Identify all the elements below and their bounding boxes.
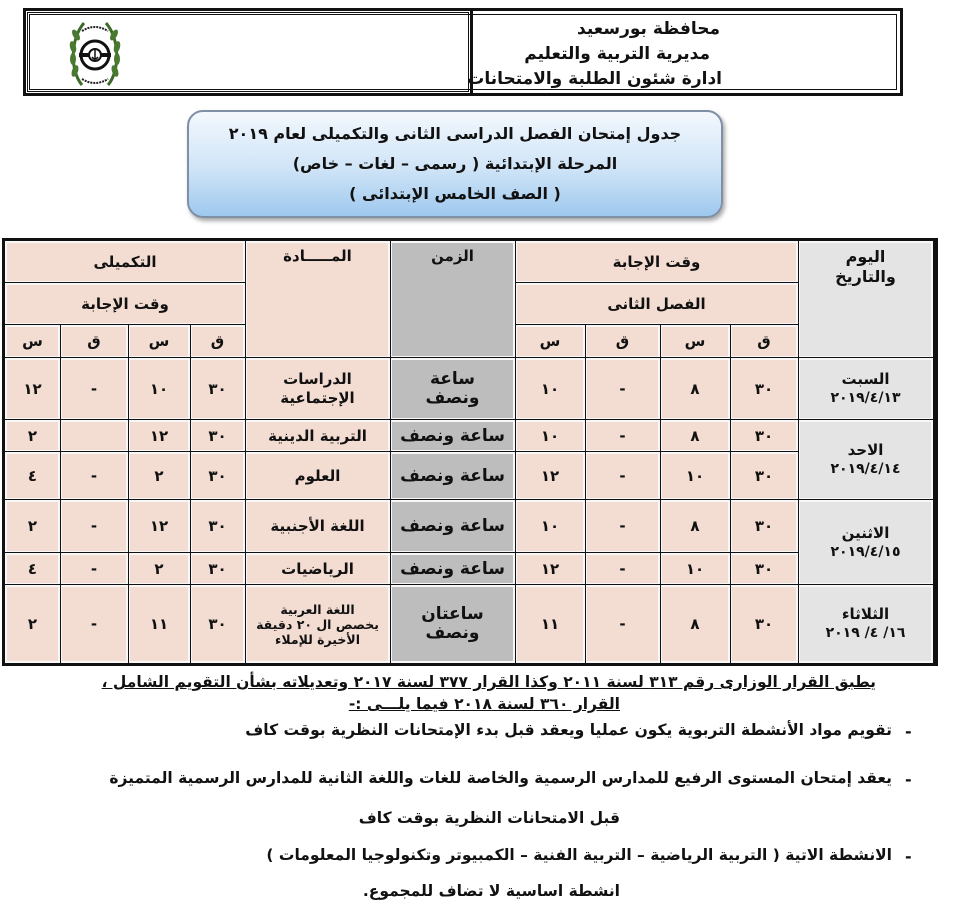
time-value: ٨: [690, 379, 700, 398]
header-term-minute-1: ق: [730, 325, 798, 358]
cell-duration: [390, 553, 515, 585]
time-value: ٣٠: [208, 379, 227, 398]
subject-name: التربية الدينية: [268, 426, 367, 445]
day-cell: [798, 500, 933, 585]
exam-schedule-table: [2, 238, 938, 666]
time-value: -: [90, 517, 98, 535]
cell-subject: [245, 500, 390, 553]
note-item-2-line-2: قبل الامتحانات النظرية بوقت كاف: [358, 809, 620, 827]
time-value: ٣٠: [754, 614, 774, 633]
cell-mk-min: [190, 500, 245, 553]
cell-subject: [245, 553, 390, 585]
time-value: ٣٠: [754, 379, 774, 398]
day-name: الثلاثاء: [841, 605, 890, 623]
cell-mk-min: [190, 452, 245, 500]
header-subject: المـــــادة: [245, 241, 390, 358]
day-cell: [798, 358, 933, 420]
bullet-marker: -: [905, 722, 912, 741]
note-item-1: تقويم مواد الأنشطة التربوية يكون عمليا ويعقد قبل بدء الإمتحانات النظرية بوقت كاف: [245, 721, 892, 739]
cell-mk-min: [190, 585, 245, 663]
header-makeup-answer-time: وقت الإجابة: [5, 283, 245, 325]
cell-mk-min: [190, 553, 245, 585]
time-value: ٢: [27, 614, 38, 633]
cell-mk-min2: [60, 420, 128, 452]
day-name: السبت: [841, 370, 890, 388]
time-value: -: [619, 559, 626, 578]
cell-mk-hour: [128, 420, 190, 452]
cell-term-min2: [585, 452, 660, 500]
time-value: ١٠: [540, 379, 560, 398]
title-line-1: جدول إمتحان الفصل الدراسى الثانى والتكميلى لعام ٢٠١٩: [228, 124, 682, 143]
time-value: ١٠: [685, 466, 705, 485]
cell-duration: [390, 500, 515, 553]
cell-term-hour: [660, 500, 730, 553]
cell-term-min: [730, 452, 798, 500]
header-makeup-minute-1: ق: [190, 325, 245, 358]
cell-duration: [390, 358, 515, 420]
cell-mk-min2: [60, 585, 128, 663]
duration-value: ساعة ونصف: [400, 465, 505, 486]
time-value: ٨: [690, 614, 700, 633]
title-box: [187, 110, 723, 218]
cell-term-hour: [660, 585, 730, 663]
cell-mk-hour2: [5, 358, 60, 420]
header-day-date: [798, 241, 933, 358]
time-value: ٨: [690, 517, 700, 535]
cell-term-min2: [585, 553, 660, 585]
cell-mk-min2: [60, 553, 128, 585]
time-value: ١٢: [540, 466, 560, 485]
cell-term-min: [730, 358, 798, 420]
time-value: -: [90, 614, 98, 633]
time-value: ١٢: [540, 559, 560, 578]
header-answer-time: وقت الإجابة: [515, 241, 798, 283]
cell-mk-min2: [60, 358, 128, 420]
time-value: ٢: [27, 426, 38, 445]
cell-term-min: [730, 420, 798, 452]
bullet-marker: -: [905, 770, 912, 789]
cell-subject: [245, 452, 390, 500]
subject-name: اللغة الأجنبية: [270, 517, 365, 535]
header-duration: الزمن: [390, 241, 515, 358]
time-value: ٢: [154, 466, 164, 485]
bullet-marker: -: [905, 847, 912, 866]
cell-mk-min: [190, 420, 245, 452]
cell-term-hour2: [515, 420, 585, 452]
header-makeup-hour-2: س: [5, 325, 60, 358]
header-governorate: محافظة بورسعيد: [577, 19, 720, 39]
cell-term-hour2: [515, 452, 585, 500]
time-value: -: [619, 517, 626, 535]
header-department: ادارة شئون الطلبة والامتحانات: [467, 69, 722, 89]
cell-mk-hour: [128, 500, 190, 553]
cell-term-hour: [660, 452, 730, 500]
time-value: ٢: [154, 559, 164, 578]
decree-line-2: القرار ٣٦٠ لسنة ٢٠١٨ فيما يلـــى :-: [348, 695, 620, 713]
header-term-hour-2: س: [515, 325, 585, 358]
cell-term-hour: [660, 420, 730, 452]
day-date: ١٦/ ٤/ ٢٠١٩: [825, 625, 906, 641]
time-value: -: [619, 379, 626, 398]
cell-duration: [390, 452, 515, 500]
cell-term-hour2: [515, 553, 585, 585]
time-value: ٣٠: [754, 517, 774, 535]
cell-term-min2: [585, 585, 660, 663]
time-value: ٣٠: [208, 517, 227, 535]
header-term-minute-2: ق: [585, 325, 660, 358]
cell-term-min: [730, 553, 798, 585]
duration-value: ساعة ونصف: [400, 516, 505, 536]
day-date: ٢٠١٩/٤/١٣: [830, 390, 901, 406]
subject-name: الرياضيات: [281, 559, 354, 578]
cell-term-hour2: [515, 358, 585, 420]
time-value: ٤: [27, 466, 38, 485]
day-name: الاثنين: [841, 523, 890, 542]
day-cell: [798, 420, 933, 500]
time-value: ٣٠: [208, 466, 227, 485]
subject-name: العلوم: [294, 466, 341, 485]
time-value: -: [90, 466, 98, 485]
time-value: ٨: [690, 426, 700, 445]
cell-mk-hour2: [5, 585, 60, 663]
cell-subject: [245, 358, 390, 420]
cell-mk-hour: [128, 553, 190, 585]
time-value: ١٢: [149, 517, 169, 535]
cell-mk-hour: [128, 585, 190, 663]
time-value: ٣٠: [754, 559, 774, 578]
cell-term-min: [730, 585, 798, 663]
cell-term-hour2: [515, 585, 585, 663]
cell-mk-min2: [60, 452, 128, 500]
cell-term-min: [730, 500, 798, 553]
time-value: ١٢: [23, 379, 42, 398]
header-term-hour-1: س: [660, 325, 730, 358]
cell-mk-hour2: [5, 452, 60, 500]
time-value: ١٠: [540, 426, 560, 445]
cell-mk-min2: [60, 500, 128, 553]
subject-name: الدراسات الإجتماعية: [280, 370, 355, 407]
time-value: -: [90, 379, 98, 398]
time-value: ٣٠: [208, 614, 227, 633]
header-box: [23, 8, 903, 96]
cell-subject: [245, 585, 390, 663]
cell-mk-min: [190, 358, 245, 420]
cell-term-min2: [585, 358, 660, 420]
header-makeup: التكميلى: [5, 241, 245, 283]
title-line-2: المرحلة الإبتدائية ( رسمى – لغات – خاص): [292, 154, 618, 173]
cell-mk-hour2: [5, 420, 60, 452]
time-value: ١٠: [685, 559, 705, 578]
title-line-3: ( الصف الخامس الإبتدائى ): [349, 184, 561, 203]
duration-value: ساعة ونصف: [425, 369, 480, 408]
time-value: ١٠: [540, 517, 560, 535]
time-value: -: [619, 426, 626, 445]
cell-term-min2: [585, 420, 660, 452]
note-item-3-line-2: انشطة اساسية لا تضاف للمجموع.: [362, 882, 620, 900]
time-value: ١١: [149, 614, 169, 633]
note-item-2-line-1: يعقد إمتحان المستوى الرفيع للمدارس الرسمية والخاصة للغات واللغة الثانية للمدارس الرسمية المتميزة: [109, 769, 892, 787]
header-makeup-minute-2: ق: [60, 325, 128, 358]
cell-mk-hour: [128, 452, 190, 500]
cell-mk-hour2: [5, 553, 60, 585]
time-value: ٣٠: [754, 426, 774, 445]
time-value: -: [619, 614, 626, 633]
time-value: ٣٠: [754, 466, 774, 485]
cell-mk-hour: [128, 358, 190, 420]
time-value: ١٠: [149, 379, 169, 398]
emblem-logo-icon: [68, 15, 122, 91]
duration-value: ساعتان ونصف: [421, 604, 484, 643]
cell-mk-hour2: [5, 500, 60, 553]
cell-term-min2: [585, 500, 660, 553]
cell-duration: [390, 585, 515, 663]
header-makeup-hour-1: س: [128, 325, 190, 358]
header-second-term: الفصل الثانى: [515, 283, 798, 325]
cell-duration: [390, 420, 515, 452]
header-day-date-label: اليوم والتاريخ: [835, 247, 896, 286]
day-date: ٢٠١٩/٤/١٤: [830, 461, 901, 477]
cell-term-hour2: [515, 500, 585, 553]
cell-subject: [245, 420, 390, 452]
time-value: ٣٠: [208, 559, 227, 578]
time-value: -: [619, 466, 626, 485]
time-value: -: [90, 559, 98, 578]
time-value: ٤: [27, 559, 38, 578]
header-directorate: مديرية التربية والتعليم: [524, 44, 710, 64]
time-value: ١١: [540, 614, 560, 633]
time-value: ١٢: [149, 426, 169, 445]
time-value: ٣٠: [208, 426, 227, 445]
cell-term-hour: [660, 358, 730, 420]
duration-value: ساعة ونصف: [400, 558, 505, 579]
cell-term-hour: [660, 553, 730, 585]
duration-value: ساعة ونصف: [400, 425, 505, 446]
time-value: ٢: [27, 517, 38, 535]
decree-line-1: يطبق القرار الوزارى رقم ٣١٣ لسنة ٢٠١١ وكذا القرار ٣٧٧ لسنة ٢٠١٧ وتعديلاته بشأن التقويم الشامل ،: [101, 673, 876, 691]
day-name: الاحد: [847, 441, 884, 459]
day-date: ٢٠١٩/٤/١٥: [830, 543, 901, 560]
note-item-3-line-1: الانشطة الاتية ( التربية الرياضية – التربية الفنية – الكمبيوتر وتكنولوجيا المعلومات ): [266, 846, 892, 864]
subject-note: يخصص ال ٢٠ دقيقة الأخيرة للإملاء: [256, 616, 379, 647]
subject-name: اللغة العربية: [280, 601, 355, 617]
day-cell: [798, 585, 933, 663]
